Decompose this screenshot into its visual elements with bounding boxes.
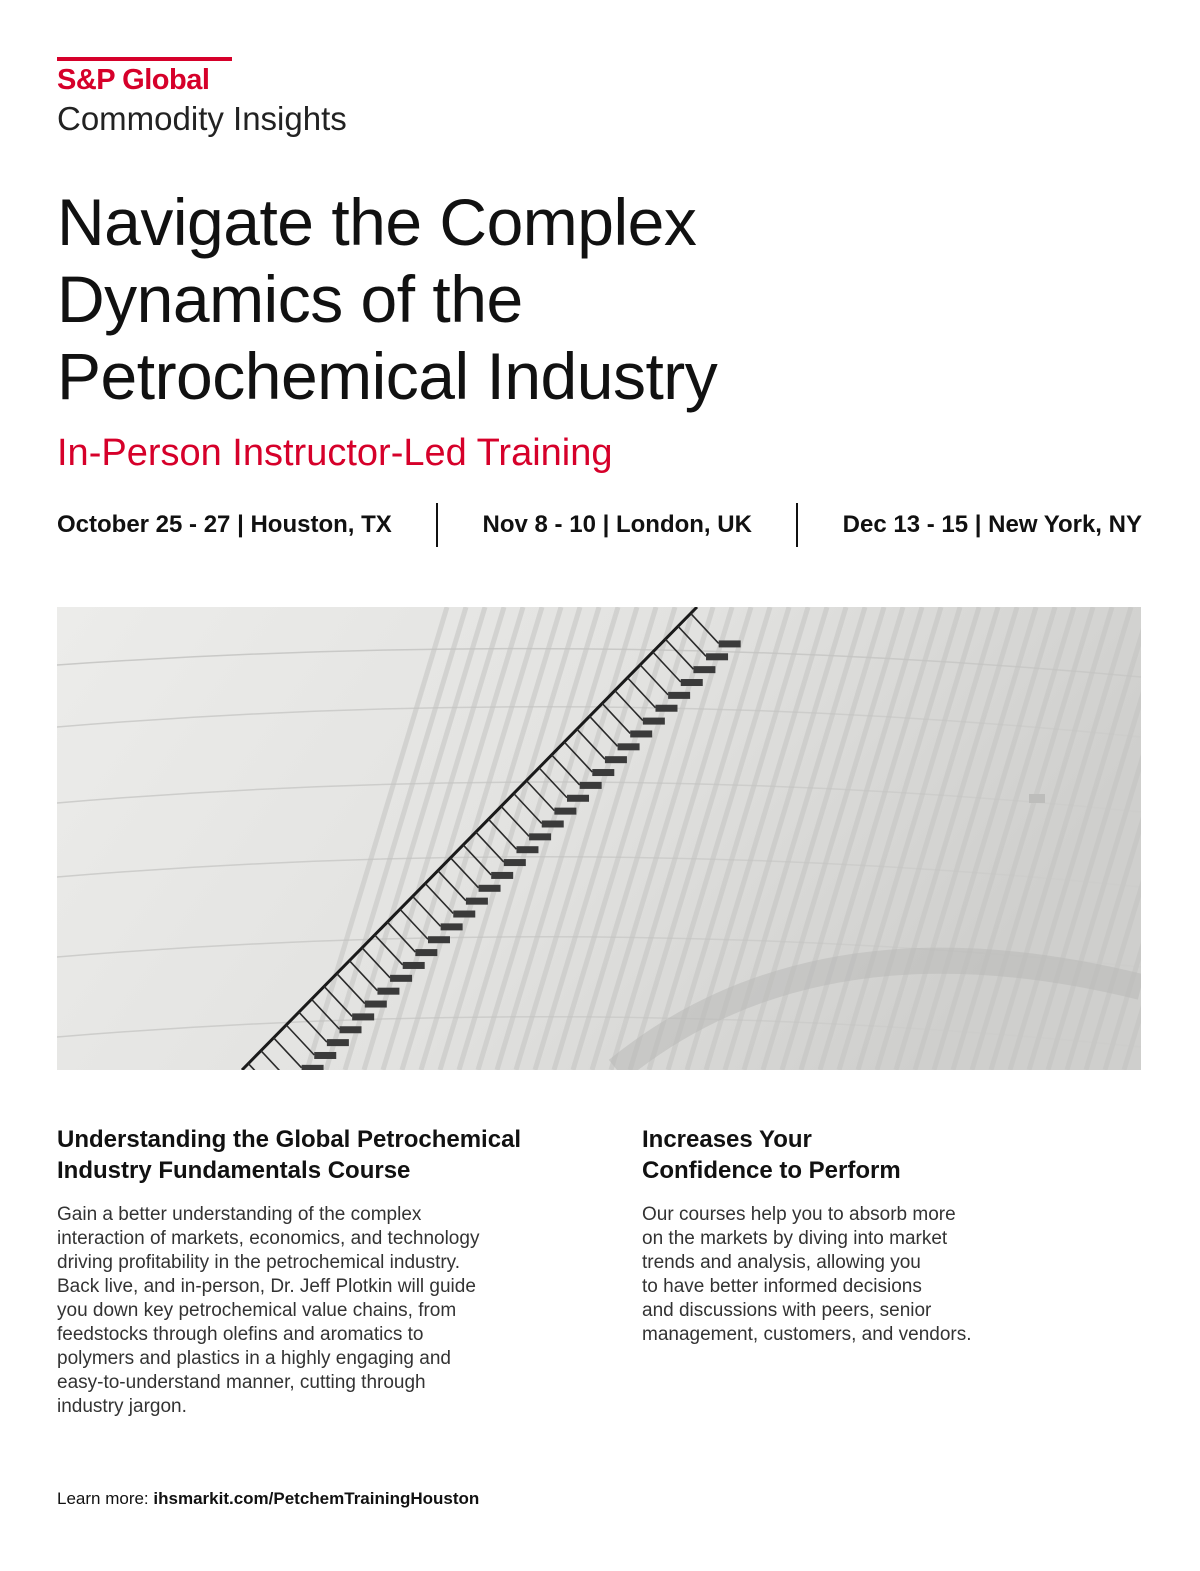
body-line: on the markets by diving into market (642, 1228, 948, 1249)
stair-step (314, 1052, 336, 1059)
divider (436, 503, 438, 547)
body-line: driving profitability in the petrochemical industry. (57, 1252, 461, 1273)
brand-division: Commodity Insights (57, 100, 347, 137)
session-new-york: Dec 13 - 15 | New York, NY (842, 511, 1142, 538)
stair-step (542, 820, 564, 827)
learn-more (57, 1489, 479, 1509)
stair-step (567, 795, 589, 802)
learn-more-label: Learn more: (57, 1489, 154, 1508)
stair-step (529, 833, 551, 840)
body-line: Back live, and in-person, Dr. Jeff Plotkin will guide (57, 1276, 476, 1297)
stair-step (516, 846, 538, 853)
stair-step (365, 1001, 387, 1008)
stair-step (605, 756, 627, 763)
heading-line: Confidence to Perform (642, 1157, 901, 1184)
stair-step (340, 1026, 362, 1033)
body-line: industry jargon. (57, 1396, 187, 1417)
stair-step (403, 962, 425, 969)
stair-step (415, 949, 437, 956)
body-line: management, customers, and vendors. (642, 1324, 972, 1345)
title-line: Navigate the Complex (57, 185, 697, 259)
stair-step (390, 975, 412, 982)
body-line: polymers and plastics in a highly engaging and (57, 1348, 451, 1369)
stair-step (479, 885, 501, 892)
session-dates (57, 502, 1142, 548)
title-line: Petrochemical Industry (57, 339, 718, 413)
body-line: you down key petrochemical value chains, from (57, 1300, 457, 1321)
body-line: Our courses help you to absorb more (642, 1204, 956, 1225)
page-title (57, 184, 1157, 415)
stair-step (643, 718, 665, 725)
course-heading (57, 1124, 597, 1186)
body-line: feedstocks through olefins and aromatics to (57, 1324, 424, 1345)
course-description (57, 1203, 597, 1419)
stair-step (618, 743, 640, 750)
heading-line: Increases Your (642, 1126, 812, 1153)
stair-step (592, 769, 614, 776)
tank-fixture (1029, 794, 1045, 803)
session-houston: October 25 - 27 | Houston, TX (57, 511, 392, 538)
body-line: easy-to-understand manner, cutting through (57, 1372, 426, 1393)
body-line: and discussions with peers, senior (642, 1300, 932, 1321)
stair-step (453, 911, 475, 918)
session-london: Nov 8 - 10 | London, UK (482, 511, 752, 538)
hero-image (57, 607, 1141, 1070)
stair-step (428, 936, 450, 943)
stair-step (377, 988, 399, 995)
subtitle: In-Person Instructor-Led Training (57, 432, 613, 474)
confidence-section (642, 1124, 1142, 1347)
staircase-illustration (57, 607, 1141, 1070)
heading-line: Understanding the Global Petrochemical (57, 1126, 522, 1153)
stair-step (719, 640, 741, 647)
stair-step (693, 666, 715, 673)
divider (796, 503, 798, 547)
body-line: interaction of markets, economics, and technology (57, 1228, 480, 1249)
stair-step (327, 1039, 349, 1046)
stair-step (441, 923, 463, 930)
stair-step (504, 859, 526, 866)
stair-step (554, 808, 576, 815)
stair-step (302, 1065, 324, 1070)
brand-name: S&P Global (57, 64, 210, 96)
stair-step (630, 730, 652, 737)
stair-step (668, 692, 690, 699)
logo-rule (57, 57, 232, 61)
course-section (57, 1124, 597, 1419)
stair-step (681, 679, 703, 686)
stair-step (352, 1013, 374, 1020)
stair-step (655, 705, 677, 712)
stair-step (706, 653, 728, 660)
stair-step (491, 872, 513, 879)
stair-step (466, 898, 488, 905)
heading-line: Industry Fundamentals Course (57, 1157, 411, 1184)
confidence-description (642, 1203, 1142, 1347)
learn-more-link[interactable]: ihsmarkit.com/PetchemTrainingHouston (153, 1489, 480, 1508)
body-line: trends and analysis, allowing you (642, 1252, 921, 1273)
title-line: Dynamics of the (57, 262, 523, 336)
confidence-heading (642, 1124, 1142, 1186)
stair-step (580, 782, 602, 789)
body-line: Gain a better understanding of the complex (57, 1204, 422, 1225)
body-line: to have better informed decisions (642, 1276, 922, 1297)
